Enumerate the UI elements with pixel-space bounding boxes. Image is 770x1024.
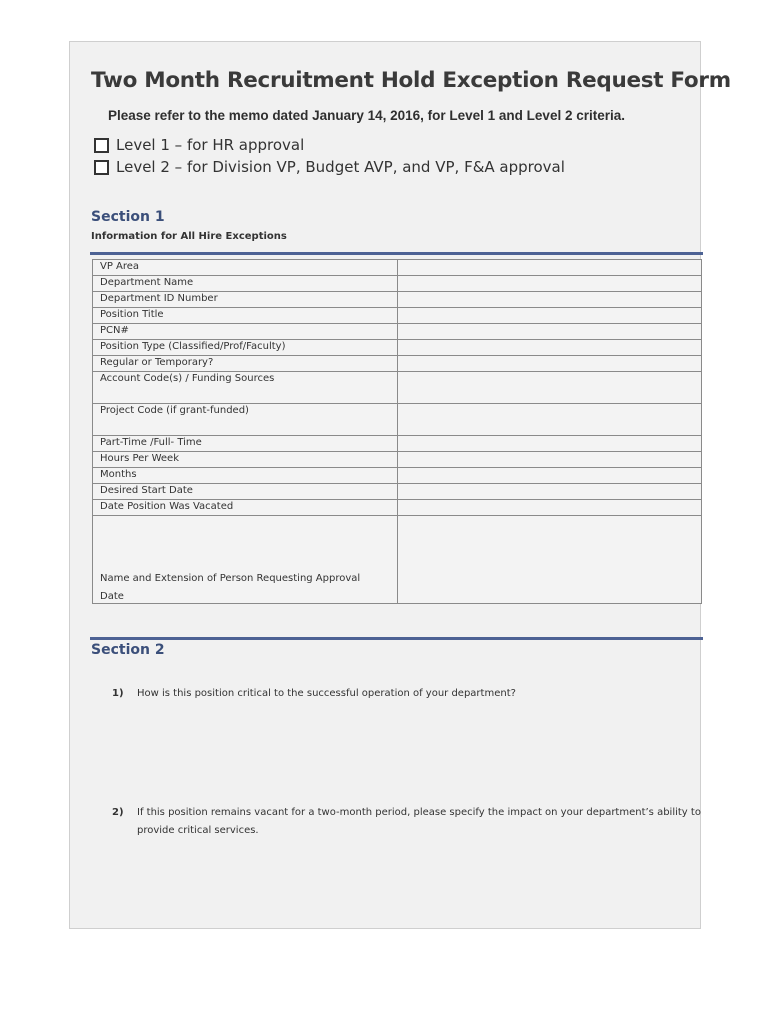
- requester-label: Name and Extension of Person Requesting Approval: [100, 573, 361, 584]
- field-label: VP Area: [93, 260, 398, 276]
- section-1-subtitle: Information for All Hire Exceptions: [91, 231, 287, 242]
- field-input-position-type[interactable]: [398, 340, 702, 356]
- table-row: [93, 292, 702, 308]
- table-row: [93, 468, 702, 484]
- question-2-number: 2): [112, 807, 124, 818]
- level-2-label: Level 2 – for Division VP, Budget AVP, and VP, F&A approval: [116, 158, 565, 176]
- field-label: Date Position Was Vacated: [93, 500, 398, 516]
- field-input-position-title[interactable]: [398, 308, 702, 324]
- field-label: PCN#: [93, 324, 398, 340]
- field-label: Project Code (if grant-funded): [93, 404, 398, 436]
- field-label: Position Title: [93, 308, 398, 324]
- table-row: [93, 324, 702, 340]
- form-subtitle: Please refer to the memo dated January 14, 2016, for Level 1 and Level 2 criteria.: [108, 108, 625, 123]
- field-input-project-code[interactable]: [398, 404, 702, 436]
- field-label: Regular or Temporary?: [93, 356, 398, 372]
- table-row: [93, 340, 702, 356]
- field-label: Department Name: [93, 276, 398, 292]
- table-row: [93, 516, 702, 604]
- table-row: [93, 260, 702, 276]
- level-1-checkbox[interactable]: [94, 138, 109, 153]
- field-input-department-name[interactable]: [398, 276, 702, 292]
- table-row: [93, 372, 702, 404]
- table-row: [93, 276, 702, 292]
- table-row: [93, 308, 702, 324]
- section-2-divider: [90, 637, 703, 640]
- question-2-text: If this position remains vacant for a two-month period, please specify the impact on your department’s ability to provide critical services.: [137, 807, 701, 836]
- level-1-label: Level 1 – for HR approval: [116, 136, 305, 154]
- field-label: Desired Start Date: [93, 484, 398, 500]
- table-row: [93, 356, 702, 372]
- level-1-option[interactable]: [94, 135, 304, 155]
- requester-cell: [93, 516, 398, 604]
- question-1-text: How is this position critical to the successful operation of your department?: [137, 688, 516, 699]
- field-input-vp-area[interactable]: [398, 260, 702, 276]
- date-label: Date: [100, 591, 124, 602]
- field-input-regular-temporary[interactable]: [398, 356, 702, 372]
- level-2-checkbox[interactable]: [94, 160, 109, 175]
- question-1-number: 1): [112, 688, 124, 699]
- field-label: Account Code(s) / Funding Sources: [93, 372, 398, 404]
- level-2-option[interactable]: [94, 157, 565, 177]
- question-1: [112, 685, 702, 703]
- field-input-hours-per-week[interactable]: [398, 452, 702, 468]
- table-row: [93, 500, 702, 516]
- section-1-divider: [90, 252, 703, 255]
- table-row: [93, 452, 702, 468]
- table-row: [93, 484, 702, 500]
- field-input-part-full-time[interactable]: [398, 436, 702, 452]
- question-2: [112, 804, 702, 840]
- field-input-account-codes[interactable]: [398, 372, 702, 404]
- field-input-pcn[interactable]: [398, 324, 702, 340]
- form-page: [69, 41, 731, 929]
- hire-info-table: [92, 259, 702, 604]
- field-input-months[interactable]: [398, 468, 702, 484]
- table-row: [93, 436, 702, 452]
- field-input-date-vacated[interactable]: [398, 500, 702, 516]
- section-2-title: Section 2: [91, 642, 165, 658]
- field-label: Part-Time /Full- Time: [93, 436, 398, 452]
- field-input-department-id[interactable]: [398, 292, 702, 308]
- table-row: [93, 404, 702, 436]
- field-label: Department ID Number: [93, 292, 398, 308]
- field-label: Hours Per Week: [93, 452, 398, 468]
- field-label: Position Type (Classified/Prof/Faculty): [93, 340, 398, 356]
- form-title: Two Month Recruitment Hold Exception Request Form: [91, 68, 731, 93]
- field-input-desired-start-date[interactable]: [398, 484, 702, 500]
- section-1-title: Section 1: [91, 209, 165, 225]
- field-input-requester[interactable]: [398, 516, 702, 604]
- field-label: Months: [93, 468, 398, 484]
